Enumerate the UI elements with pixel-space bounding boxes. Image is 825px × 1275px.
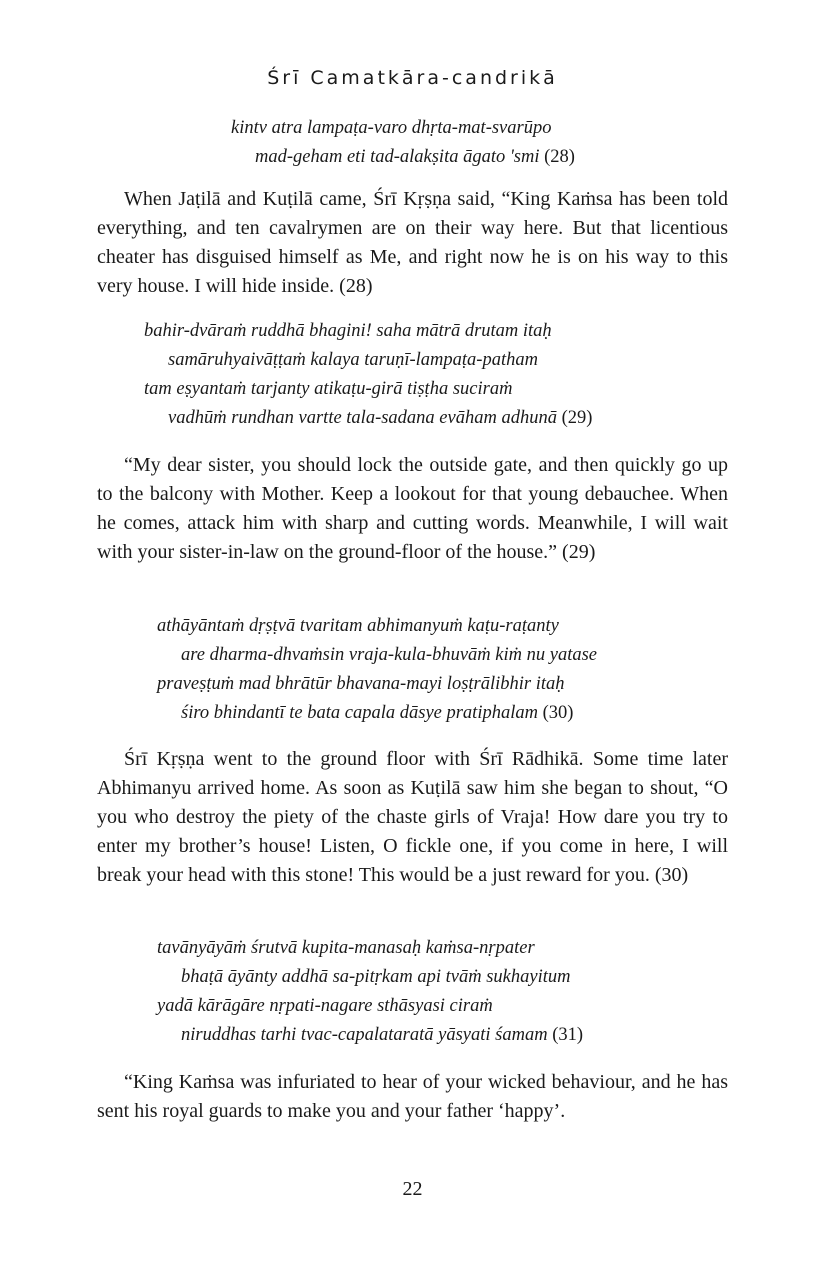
- verse-line: vadhūṁ rundhan vartte tala-sadana evāham adhunā (29): [168, 408, 593, 428]
- verse-line: niruddhas tarhi tvac-capalataratā yāsyati śamam (31): [181, 1025, 584, 1045]
- verse-31: [157, 934, 583, 1050]
- paragraph-30: Śrī Kṛṣṇa went to the ground floor with Śrī Rādhikā. Some time later Abhimanyu arrived home. As soon as Kuṭilā saw him she began to shout, “O you who destroy the piety of the chaste girls of Vraja! How dare you try to enter my brother’s house! Listen, O fickle one, if you come in here, I will break your head with this stone! This would be a just reward for you. (30): [97, 748, 728, 886]
- verse-line: kintv atra lampaṭa-varo dhṛta-mat-svarūpo: [231, 118, 552, 138]
- verse-number: (30): [542, 703, 574, 723]
- verse-line: samāruhyaivāṭṭaṁ kalaya taruṇī-lampaṭa-patham: [168, 350, 538, 370]
- verse-number: (28): [544, 147, 575, 167]
- verse-number: (31): [552, 1025, 584, 1045]
- verse-line: bhaṭā āyānty addhā sa-pitṛkam api tvāṁ sukhayitum: [181, 967, 571, 987]
- verse-29: [144, 317, 592, 433]
- verse-line: mad-geham eti tad-alakṣita āgato 'smi (28): [255, 147, 575, 167]
- verse-line: tam eṣyantaṁ tarjanty atikaṭu-girā tiṣṭha suciraṁ: [144, 379, 513, 399]
- verse-line: athāyāntaṁ dṛṣṭvā tvaritam abhimanyuṁ kaṭu-raṭanty: [157, 616, 559, 636]
- paragraph-29: “My dear sister, you should lock the outside gate, and then quickly go up to the balcony with Mother. Keep a lookout for that young debauchee. When he comes, attack him with sharp and cutting words. Meanwhile, I will wait with your sister-in-law on the ground-floor of the house.” (29): [97, 454, 728, 563]
- page-number: 22: [402, 1178, 423, 1200]
- paragraph-31: “King Kaṁsa was infuriated to hear of your wicked behaviour, and he has sent his royal guards to make you and your father ‘happy’.: [97, 1071, 728, 1122]
- paragraph-28: When Jaṭilā and Kuṭilā came, Śrī Kṛṣṇa said, “King Kaṁsa has been told everything, and ten cavalrymen are on their way here. But that licentious cheater has disguised himself as Me, and right now he is on his way to this very house. I will hide inside. (28): [97, 188, 728, 297]
- running-head: Śrī Camatkāra-candrikā: [267, 67, 558, 89]
- verse-28: [231, 114, 575, 172]
- verse-line: bahir-dvāraṁ ruddhā bhagini! saha mātrā drutam itaḥ: [144, 321, 552, 341]
- verse-line: śiro bhindantī te bata capala dāsye pratiphalam (30): [181, 703, 574, 723]
- verse-30: [157, 612, 597, 728]
- verse-line: tavānyāyāṁ śrutvā kupita-manasaḥ kaṁsa-nṛpater: [157, 938, 535, 958]
- verse-line: yadā kārāgāre nṛpati-nagare sthāsyasi ciraṁ: [157, 996, 493, 1016]
- verse-line: praveṣṭuṁ mad bhrātūr bhavana-mayi loṣṭrālibhir itaḥ: [157, 674, 565, 694]
- verse-line: are dharma-dhvaṁsin vraja-kula-bhuvāṁ kiṁ nu yatase: [181, 645, 597, 665]
- verse-number: (29): [561, 408, 593, 428]
